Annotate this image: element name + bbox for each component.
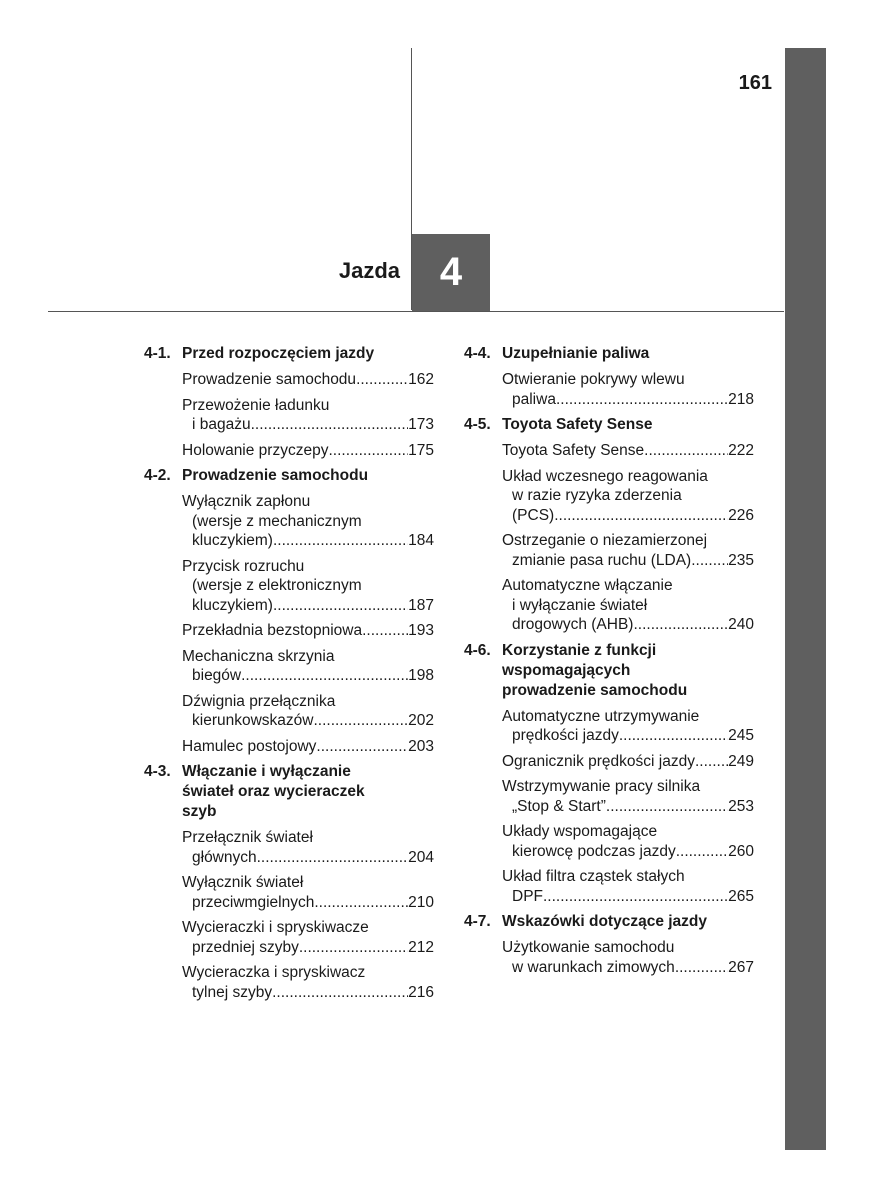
entry-text: kluczykiem) bbox=[192, 596, 273, 614]
toc-entry[interactable] bbox=[182, 557, 434, 616]
entry-page-number: 265 bbox=[728, 887, 754, 905]
entry-text: przeciwmgielnych bbox=[192, 893, 315, 911]
entry-page-number: 218 bbox=[728, 390, 754, 408]
entry-line bbox=[182, 370, 434, 390]
entry-text: Holowanie przyczepy bbox=[182, 441, 329, 459]
entry-text: Wyłącznik świateł bbox=[182, 874, 304, 891]
entry-line bbox=[502, 707, 754, 727]
toc-entry[interactable] bbox=[182, 441, 434, 461]
entry-line bbox=[502, 551, 754, 571]
toc-entry[interactable] bbox=[502, 938, 754, 977]
toc-entry[interactable] bbox=[502, 822, 754, 861]
entry-line bbox=[182, 983, 434, 1003]
entry-line bbox=[502, 958, 754, 978]
entry-line bbox=[182, 873, 434, 893]
entry-page-number: 202 bbox=[408, 712, 434, 729]
entry-text: przedniej szyby bbox=[192, 938, 299, 956]
entry-text: kierunkowskazów bbox=[192, 712, 314, 729]
toc-entry[interactable] bbox=[182, 396, 434, 435]
dot-leader bbox=[676, 842, 728, 862]
toc-entry[interactable] bbox=[182, 647, 434, 686]
entry-line bbox=[502, 842, 754, 862]
page-number: 161 bbox=[738, 72, 772, 94]
dot-leader bbox=[314, 893, 408, 913]
section-number: 4-6. bbox=[464, 641, 491, 659]
section-number: 4-7. bbox=[464, 913, 491, 930]
entry-text: Toyota Safety Sense bbox=[502, 442, 645, 459]
entry-page-number: 212 bbox=[408, 938, 434, 956]
toc-entry[interactable] bbox=[502, 576, 754, 635]
entry-text: drogowych (AHB) bbox=[512, 616, 634, 633]
entry-line bbox=[502, 390, 754, 410]
entry-page-number: 198 bbox=[408, 667, 434, 684]
entry-page-number: 245 bbox=[728, 727, 754, 744]
entry-page-number: 249 bbox=[728, 752, 754, 770]
entry-line bbox=[502, 615, 754, 635]
entry-line bbox=[502, 777, 754, 797]
section-number: 4-3. bbox=[144, 763, 171, 780]
entry-text: Przewożenie ładunku bbox=[182, 396, 330, 414]
entry-line bbox=[182, 938, 434, 958]
section-number: 4-2. bbox=[144, 467, 171, 484]
toc-section-heading[interactable] bbox=[464, 912, 754, 932]
entry-text: paliwa bbox=[512, 390, 556, 408]
dot-leader bbox=[299, 938, 408, 958]
entry-page-number: 226 bbox=[728, 506, 754, 524]
entry-text: Przycisk rozruchu bbox=[182, 557, 305, 575]
entry-line bbox=[182, 666, 434, 686]
dot-leader bbox=[313, 711, 408, 731]
entry-text: Ostrzeganie o niezamierzonej bbox=[502, 532, 708, 549]
toc-entry[interactable] bbox=[182, 873, 434, 912]
entry-text: Użytkowanie samochodu bbox=[502, 939, 675, 956]
entry-page-number: 210 bbox=[408, 893, 434, 911]
toc-section-heading[interactable] bbox=[144, 344, 434, 364]
dot-leader bbox=[543, 887, 728, 907]
section-number: 4-5. bbox=[464, 416, 491, 433]
dot-leader bbox=[675, 958, 728, 978]
dot-leader bbox=[257, 848, 409, 868]
entry-line bbox=[502, 441, 754, 461]
toc-entry[interactable] bbox=[182, 692, 434, 731]
entry-text: biegów bbox=[192, 667, 242, 684]
dot-leader bbox=[241, 666, 408, 686]
chapter-title: Jazda bbox=[338, 258, 400, 283]
toc-entry[interactable] bbox=[502, 531, 754, 570]
entry-page-number: 184 bbox=[408, 532, 434, 549]
entry-text: Układy wspomagające bbox=[502, 823, 658, 840]
dot-leader bbox=[362, 621, 408, 641]
entry-line bbox=[182, 737, 434, 757]
section-title: Korzystanie z funkcji wspomagających prowadzenie samochodu bbox=[502, 641, 688, 699]
entry-text: (wersje z mechanicznym bbox=[192, 512, 362, 530]
entry-text: Ogranicznik prędkości jazdy bbox=[502, 752, 695, 770]
entry-text: (PCS) bbox=[512, 506, 555, 524]
section-title: Uzupełnianie paliwa bbox=[502, 345, 650, 362]
entry-line bbox=[502, 596, 754, 616]
entry-line bbox=[502, 531, 754, 551]
entry-text: zmianie pasa ruchu (LDA) bbox=[512, 551, 692, 569]
entry-text: Przełącznik świateł bbox=[182, 829, 313, 846]
dot-leader bbox=[272, 983, 408, 1003]
entry-text: Układ filtra cząstek stałych bbox=[502, 868, 685, 885]
section-title: Prowadzenie samochodu bbox=[182, 467, 369, 484]
section-title: Toyota Safety Sense bbox=[502, 416, 653, 433]
entry-line bbox=[182, 828, 434, 848]
dot-leader bbox=[556, 390, 728, 410]
entry-line bbox=[182, 441, 434, 461]
entry-line bbox=[502, 822, 754, 842]
entry-line bbox=[182, 647, 434, 667]
toc-entry[interactable] bbox=[182, 737, 434, 757]
entry-text: Wstrzymywanie pracy silnika bbox=[502, 778, 701, 795]
entry-page-number: 240 bbox=[728, 616, 754, 633]
entry-page-number: 162 bbox=[408, 371, 434, 388]
toc-entry[interactable] bbox=[502, 752, 754, 772]
entry-page-number: 235 bbox=[728, 551, 754, 569]
entry-line bbox=[182, 596, 434, 616]
entry-line bbox=[502, 797, 754, 817]
entry-page-number: 216 bbox=[408, 983, 434, 1001]
entry-page-number: 187 bbox=[408, 596, 434, 614]
entry-line bbox=[182, 557, 434, 577]
entry-page-number: 260 bbox=[728, 842, 754, 860]
toc-entry[interactable] bbox=[502, 441, 754, 461]
entry-text: Układ wczesnego reagowania bbox=[502, 467, 708, 485]
entry-line bbox=[502, 752, 754, 772]
toc-column-left bbox=[144, 344, 434, 1008]
dot-leader bbox=[251, 415, 409, 435]
entry-line bbox=[502, 467, 754, 487]
entry-page-number: 175 bbox=[408, 441, 434, 459]
entry-line bbox=[182, 512, 434, 532]
entry-text: DPF bbox=[512, 887, 543, 905]
dot-leader bbox=[691, 551, 728, 571]
toc-entry[interactable] bbox=[182, 621, 434, 641]
section-title: Wskazówki dotyczące jazdy bbox=[502, 913, 708, 930]
entry-text: Przekładnia bezstopniowa bbox=[182, 622, 363, 639]
section-title: Przed rozpoczęciem jazdy bbox=[182, 345, 375, 362]
entry-line bbox=[182, 576, 434, 596]
section-title: Włączanie i wyłączanie świateł oraz wycieraczek szyb bbox=[182, 763, 365, 820]
entry-text: Automatyczne utrzymywanie bbox=[502, 707, 700, 725]
toc-section-heading[interactable] bbox=[464, 344, 754, 364]
entry-line bbox=[182, 848, 434, 868]
dot-leader bbox=[273, 531, 408, 551]
entry-line bbox=[182, 711, 434, 731]
entry-text: Automatyczne włączanie bbox=[502, 577, 673, 594]
entry-text: Hamulec postojowy bbox=[182, 737, 317, 755]
entry-text: Dźwignia przełącznika bbox=[182, 692, 336, 710]
entry-line bbox=[182, 415, 434, 435]
entry-text: (wersje z elektronicznym bbox=[192, 577, 362, 594]
entry-page-number: 193 bbox=[408, 622, 434, 639]
entry-text: Wycieraczka i spryskiwacz bbox=[182, 964, 366, 981]
entry-page-number: 203 bbox=[408, 737, 434, 755]
entry-line bbox=[502, 576, 754, 596]
entry-text: kluczykiem) bbox=[192, 532, 273, 549]
entry-text: Wyłącznik zapłonu bbox=[182, 493, 311, 510]
section-number: 4-1. bbox=[144, 345, 171, 362]
entry-line bbox=[182, 963, 434, 983]
toc-section-heading[interactable] bbox=[464, 641, 754, 701]
entry-line bbox=[502, 938, 754, 958]
dot-leader bbox=[554, 506, 728, 526]
entry-text: „Stop & Start” bbox=[512, 797, 606, 815]
toc-section-heading[interactable] bbox=[144, 762, 434, 822]
entry-line bbox=[182, 893, 434, 913]
toc-column-right bbox=[464, 344, 754, 983]
entry-text: i bagażu bbox=[192, 416, 251, 433]
horizontal-rule bbox=[48, 311, 784, 312]
toc-entry[interactable] bbox=[182, 918, 434, 957]
dot-leader bbox=[356, 370, 408, 390]
entry-line bbox=[182, 918, 434, 938]
entry-page-number: 222 bbox=[728, 442, 754, 459]
entry-line bbox=[182, 621, 434, 641]
toc-entry[interactable] bbox=[502, 467, 754, 526]
dot-leader bbox=[328, 441, 408, 461]
entry-line bbox=[502, 867, 754, 887]
entry-line bbox=[182, 396, 434, 416]
dot-leader bbox=[695, 752, 728, 772]
entry-text: głównych bbox=[192, 848, 257, 866]
entry-page-number: 267 bbox=[728, 958, 754, 976]
toc-entry[interactable] bbox=[502, 707, 754, 746]
entry-line bbox=[502, 887, 754, 907]
entry-text: tylnej szyby bbox=[192, 983, 273, 1001]
toc-entry[interactable] bbox=[182, 828, 434, 867]
entry-text: prędkości jazdy bbox=[512, 727, 619, 744]
chapter-number: 4 bbox=[439, 250, 463, 294]
chapter-number-box bbox=[412, 234, 490, 311]
entry-line bbox=[182, 492, 434, 512]
entry-text: Wycieraczki i spryskiwacze bbox=[182, 919, 369, 936]
entry-line bbox=[502, 370, 754, 390]
toc-entry[interactable] bbox=[502, 370, 754, 409]
entry-page-number: 173 bbox=[408, 416, 434, 433]
toc-entry[interactable] bbox=[182, 492, 434, 551]
entry-line bbox=[182, 692, 434, 712]
dot-leader bbox=[273, 596, 408, 616]
entry-text: i wyłączanie świateł bbox=[512, 596, 648, 614]
toc-entry[interactable] bbox=[182, 963, 434, 1002]
dot-leader bbox=[633, 615, 728, 635]
entry-line bbox=[502, 486, 754, 506]
entry-text: Prowadzenie samochodu bbox=[182, 371, 357, 388]
entry-text: Mechaniczna skrzynia bbox=[182, 647, 335, 665]
toc-entry[interactable] bbox=[182, 370, 434, 390]
chapter-side-tab bbox=[785, 48, 826, 1150]
entry-line bbox=[502, 726, 754, 746]
dot-leader bbox=[619, 726, 728, 746]
toc-entry[interactable] bbox=[502, 867, 754, 906]
entry-page-number: 253 bbox=[728, 797, 754, 815]
entry-page-number: 204 bbox=[408, 848, 434, 866]
dot-leader bbox=[316, 737, 408, 757]
toc-entry[interactable] bbox=[502, 777, 754, 816]
dot-leader bbox=[644, 441, 728, 461]
entry-text: Otwieranie pokrywy wlewu bbox=[502, 371, 685, 388]
entry-line bbox=[502, 506, 754, 526]
entry-line bbox=[182, 531, 434, 551]
section-number: 4-4. bbox=[464, 345, 491, 362]
toc-section-heading[interactable] bbox=[144, 466, 434, 486]
dot-leader bbox=[606, 797, 728, 817]
entry-text: kierowcę podczas jazdy bbox=[512, 842, 676, 860]
entry-text: w razie ryzyka zderzenia bbox=[512, 487, 682, 504]
entry-text: w warunkach zimowych bbox=[512, 958, 675, 976]
toc-section-heading[interactable] bbox=[464, 415, 754, 435]
